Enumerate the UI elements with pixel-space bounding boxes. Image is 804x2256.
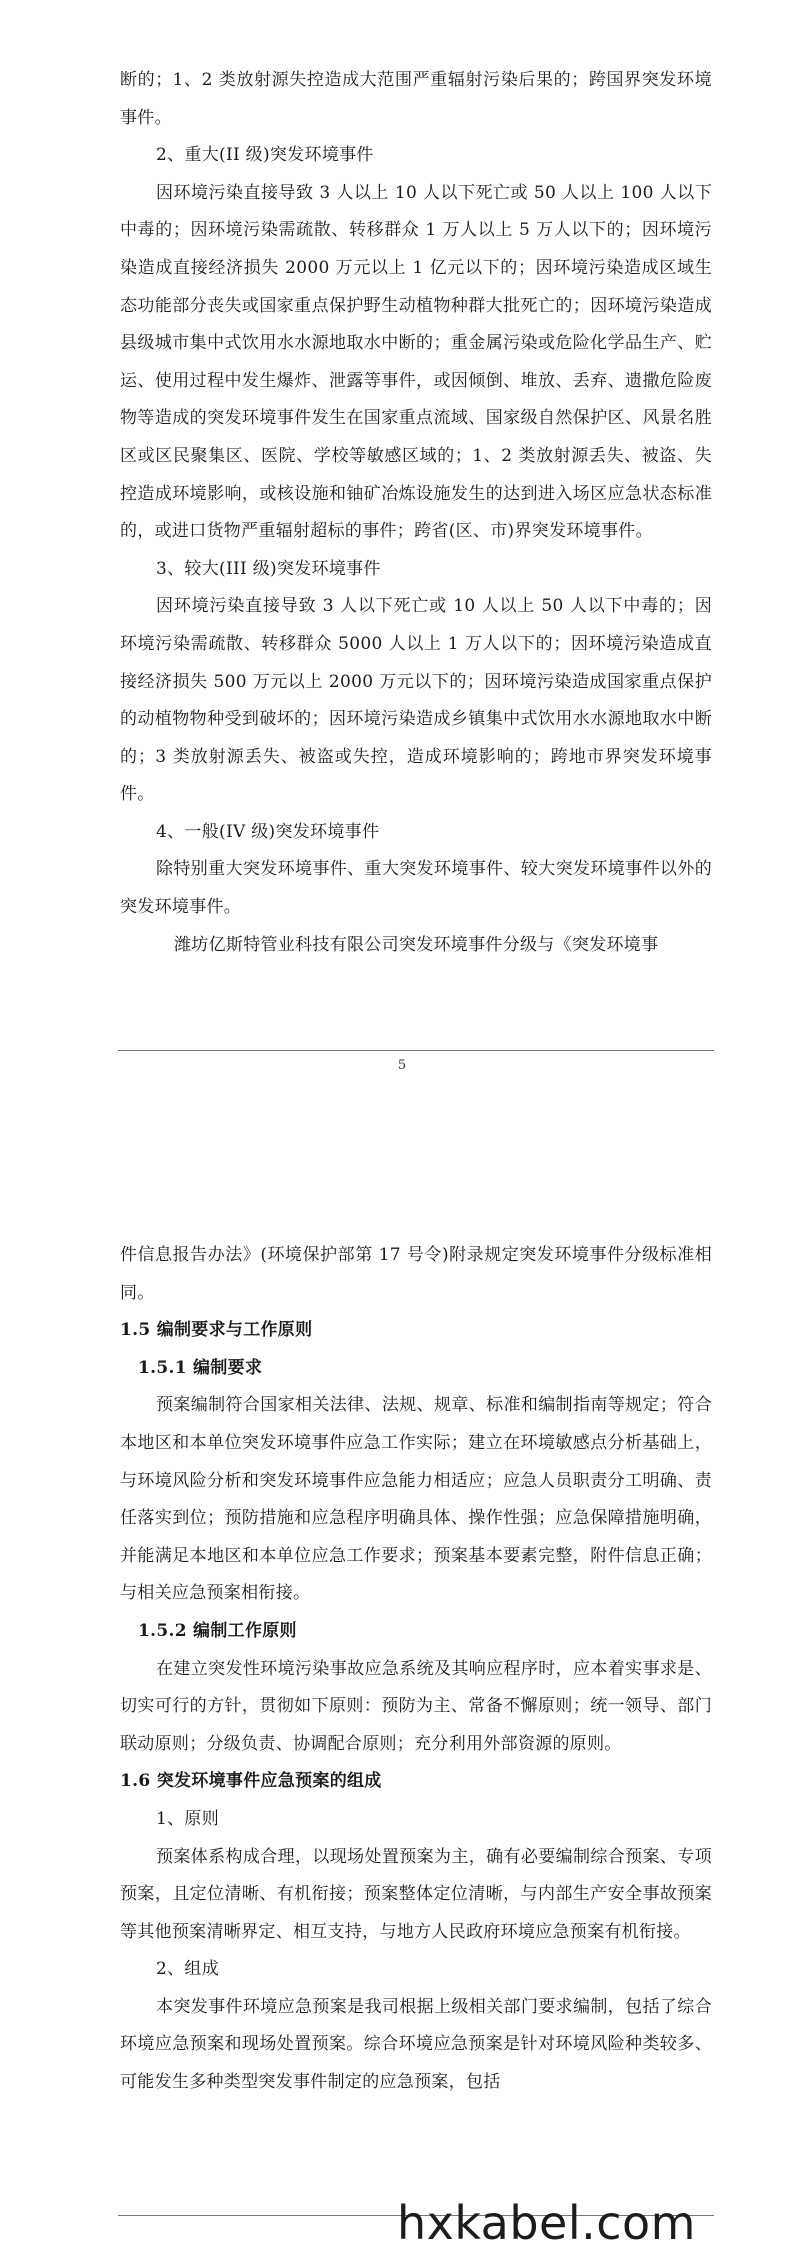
section-1-5-1-heading: 1.5.1 编制要求	[138, 1357, 263, 1378]
principle-heading: 1、原则	[156, 1808, 220, 1829]
level-3-paragraph: 因环境污染直接导致 3 人以下死亡或 10 人以上 50 人以下中毒的；因环境污染需疏散、转移群众 5000 人以上 1 万人以下的；因环境污染造成直接经济损失 500 万元以上 2000 万元以下的；因环境污染造成国家重点保护的动植物物种受到破坏的；因环境污染造成乡镇集中式饮用水水源地取水中断的；3 类放射源丢失、被盗或失控，造成环境影响的；跨地市界突发环境事件。	[120, 596, 712, 805]
level-4-heading: 4、一般(IV 级)突发环境事件	[156, 821, 380, 842]
section-1-5-2-paragraph: 在建立突发性环境污染事故应急系统及其响应程序时，应本着实事求是、切实可行的方针，贯彻如下原则：预防为主、常备不懈原则；统一领导、部门联动原则；分级负责、协调配合原则；充分利用外部资源的原则。	[120, 1658, 712, 1754]
level-2-heading: 2、重大(II 级)突发环境事件	[156, 145, 374, 166]
composition-paragraph: 本突发事件环境应急预案是我司根据上级相关部门要求编制，包括了综合环境应急预案和现场处置预案。综合环境应急预案是针对环境风险种类较多、可能发生多种类型突发事件制定的应急预案，包括	[120, 1996, 712, 2093]
footer-divider	[118, 1050, 714, 1051]
page-5-body	[120, 62, 712, 964]
document-page-5	[0, 0, 804, 1085]
site-watermark: hxkabel.com	[396, 2196, 696, 2250]
continuation-paragraph: 件信息报告办法》(环境保护部第 17 号令)附录规定突发环境事件分级标准相同。	[120, 1245, 712, 1303]
section-1-5-heading: 1.5 编制要求与工作原则	[120, 1320, 313, 1341]
document-page-6	[0, 1085, 804, 2256]
level-2-paragraph: 因环境污染直接导致 3 人以上 10 人以下死亡或 50 人以上 100 人以下中毒的；因环境污染需疏散、转移群众 1 万人以上 5 万人以下的；因环境污染造成直接经济损失 2000 万元以上 1 亿元以下的；因环境污染造成区域生态功能部分丧失或国家重点保护野生动植物种群大批死亡的；因环境污染造成县级城市集中式饮用水水源地取水中断的；重金属污染或危险化学品生产、贮运、使用过程中发生爆炸、泄露等事件，或因倾倒、堆放、丢弃、遗撒危险废物等造成的突发环境事件发生在国家重点流域、国家级自然保护区、风景名胜区或区民聚集区、医院、学校等敏感区域的；1、2 类放射源丢失、被盗、失控造成环境影响，或核设施和铀矿冶炼设施发生的达到进入场区应急状态标准的，或进口货物严重辐射超标的事件；跨省(区、市)界突发环境事件。	[120, 182, 712, 542]
principle-paragraph: 预案体系构成合理，以现场处置预案为主，确有必要编制综合预案、专项预案，且定位清晰、有机衔接；预案整体定位清晰，与内部生产安全事故预案等其他预案清晰界定、相互支持，与地方人民政府环境应急预案有机衔接。	[120, 1846, 712, 1942]
section-1-5-1-paragraph: 预案编制符合国家相关法律、法规、规章、标准和编制指南等规定；符合本地区和本单位突发环境事件应急工作实际；建立在环境敏感点分析基础上，与环境风险分析和突发环境事件应急能力相适应；应急人员职责分工明确、责任落实到位；预防措施和应急程序明确具体、操作性强；应急保障措施明确，并能满足本地区和本单位应急工作要求；预案基本要素完整，附件信息正确；与相关应急预案相衔接。	[120, 1395, 712, 1604]
section-1-5-2-heading: 1.5.2 编制工作原则	[138, 1620, 297, 1641]
section-1-6-heading: 1.6 突发环境事件应急预案的组成	[120, 1771, 382, 1792]
level-3-heading: 3、较大(III 级)突发环境事件	[156, 558, 381, 579]
intro-paragraph: 断的；1、2 类放射源失控造成大范围严重辐射污染后果的；跨国界突发环境事件。	[120, 70, 712, 128]
composition-heading: 2、组成	[156, 1959, 220, 1980]
closing-paragraph: 潍坊亿斯特管业科技有限公司突发环境事件分级与《突发环境事	[174, 934, 659, 955]
page-number: 5	[397, 1058, 407, 1073]
page-6-body	[120, 1237, 712, 2102]
level-4-paragraph: 除特别重大突发环境事件、重大突发环境事件、较大突发环境事件以外的突发环境事件。	[120, 859, 712, 918]
